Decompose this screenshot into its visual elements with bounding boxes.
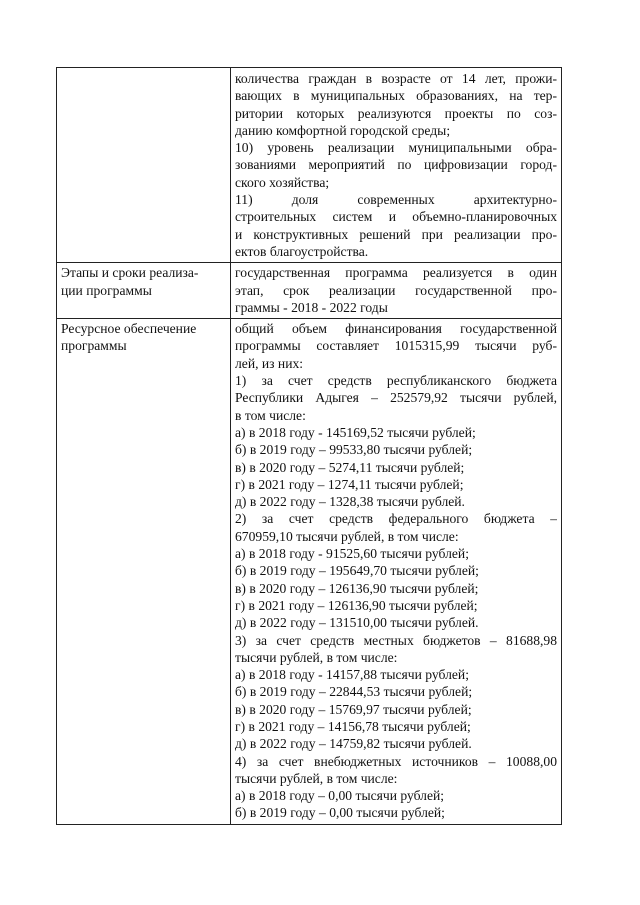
row-content-line: тысячи рублей, в том числе: [235,770,398,786]
row-content-line: общий объем финансирования государственной [235,321,557,337]
row-content-line: количества граждан в возрасте от 14 лет, прожи- [235,71,557,86]
row-content-line: вающих в муниципальных образованиях, на тер- [235,88,557,104]
row-content-line: г) в 2021 году – 1274,11 тысячи рублей; [235,476,464,492]
row-content-line: строительных систем и объемно-планировочных [235,209,557,225]
row-content-line: Республики Адыгея – 252579,92 тысячи рублей, [235,390,557,406]
row-content-line: б) в 2019 году – 0,00 тысячи рублей; [235,805,445,821]
row-content-line: этап, срок реализации государственной про- [235,282,557,298]
row-label-cell [57,263,231,319]
row-content-line: граммы - 2018 - 2022 годы [235,299,388,315]
row-label-line: ции программы [61,282,152,298]
row-content-line: 670959,10 тысячи рублей, в том числе: [235,528,459,544]
table-row [57,263,562,319]
table-row [57,319,562,825]
row-label-line: Ресурсное обеспечение [61,321,197,337]
row-label-cell [57,68,231,263]
row-content-line: государственная программа реализуется в один [235,265,557,281]
row-content-line: б) в 2019 году – 195649,70 тысячи рублей; [235,563,479,579]
row-content-cell [231,319,562,825]
row-label-line: Этапы и сроки реализа- [61,265,199,281]
row-content-line: 1) за счет средств республиканского бюджета [235,373,557,389]
row-content-line: в) в 2020 году – 5274,11 тысячи рублей; [235,459,465,475]
row-content-line: ского хозяйства; [235,174,330,190]
row-label-line: программы [61,338,127,354]
row-content-line: зованиями мероприятий по цифровизации город- [235,157,557,173]
row-content-line: а) в 2018 году - 14157,88 тысячи рублей; [235,667,469,683]
row-content-line: г) в 2021 году – 14156,78 тысячи рублей; [235,718,471,734]
row-content-line: в) в 2020 году – 15769,97 тысячи рублей; [235,701,472,717]
row-content-line: а) в 2018 году – 0,00 тысячи рублей; [235,788,445,804]
row-content-line: д) в 2022 году – 131510,00 тысячи рублей. [235,615,479,631]
row-content-line: б) в 2019 году – 99533,80 тысячи рублей; [235,442,473,458]
row-content-line: б) в 2019 году – 22844,53 тысячи рублей; [235,684,473,700]
row-content-line: лей, из них: [235,355,304,371]
row-content-line: тысячи рублей, в том числе: [235,649,398,665]
row-content-line: д) в 2022 году – 14759,82 тысячи рублей. [235,736,472,752]
row-content-line: ектов благоустройства. [235,243,369,259]
table-row [57,68,562,263]
table-body [57,68,562,825]
row-content-line: ритории которых реализуются проекты по соз- [235,105,557,121]
row-content-line: 10) уровень реализации муниципальными обра- [235,140,557,156]
row-content-line: в) в 2020 году – 126136,90 тысячи рублей; [235,580,479,596]
row-content-line: 4) за счет внебюджетных источников – 10088,00 [235,753,557,769]
row-content-line: а) в 2018 году - 91525,60 тысячи рублей; [235,546,469,562]
row-content-line: 11) доля современных архитектурно- [235,192,557,208]
row-content-cell [231,68,562,263]
row-content-line: и конструктивных решений при реализации про- [235,226,557,242]
row-content-line: в том числе: [235,407,306,423]
program-passport-table [56,67,562,825]
row-content-line: а) в 2018 году - 145169,52 тысячи рублей; [235,424,476,440]
row-content-line: д) в 2022 году – 1328,38 тысячи рублей. [235,494,465,510]
row-content-line: 3) за счет средств местных бюджетов – 81688,98 [235,632,557,648]
row-content-line: г) в 2021 году – 126136,90 тысячи рублей; [235,597,478,613]
row-content-line: 2) за счет средств федерального бюджета – [235,511,557,527]
row-content-line: программы составляет 1015315,99 тысячи руб- [235,338,557,354]
row-content-line: данию комфортной городской среды; [235,122,451,138]
row-content-cell [231,263,562,319]
row-label-cell [57,319,231,825]
